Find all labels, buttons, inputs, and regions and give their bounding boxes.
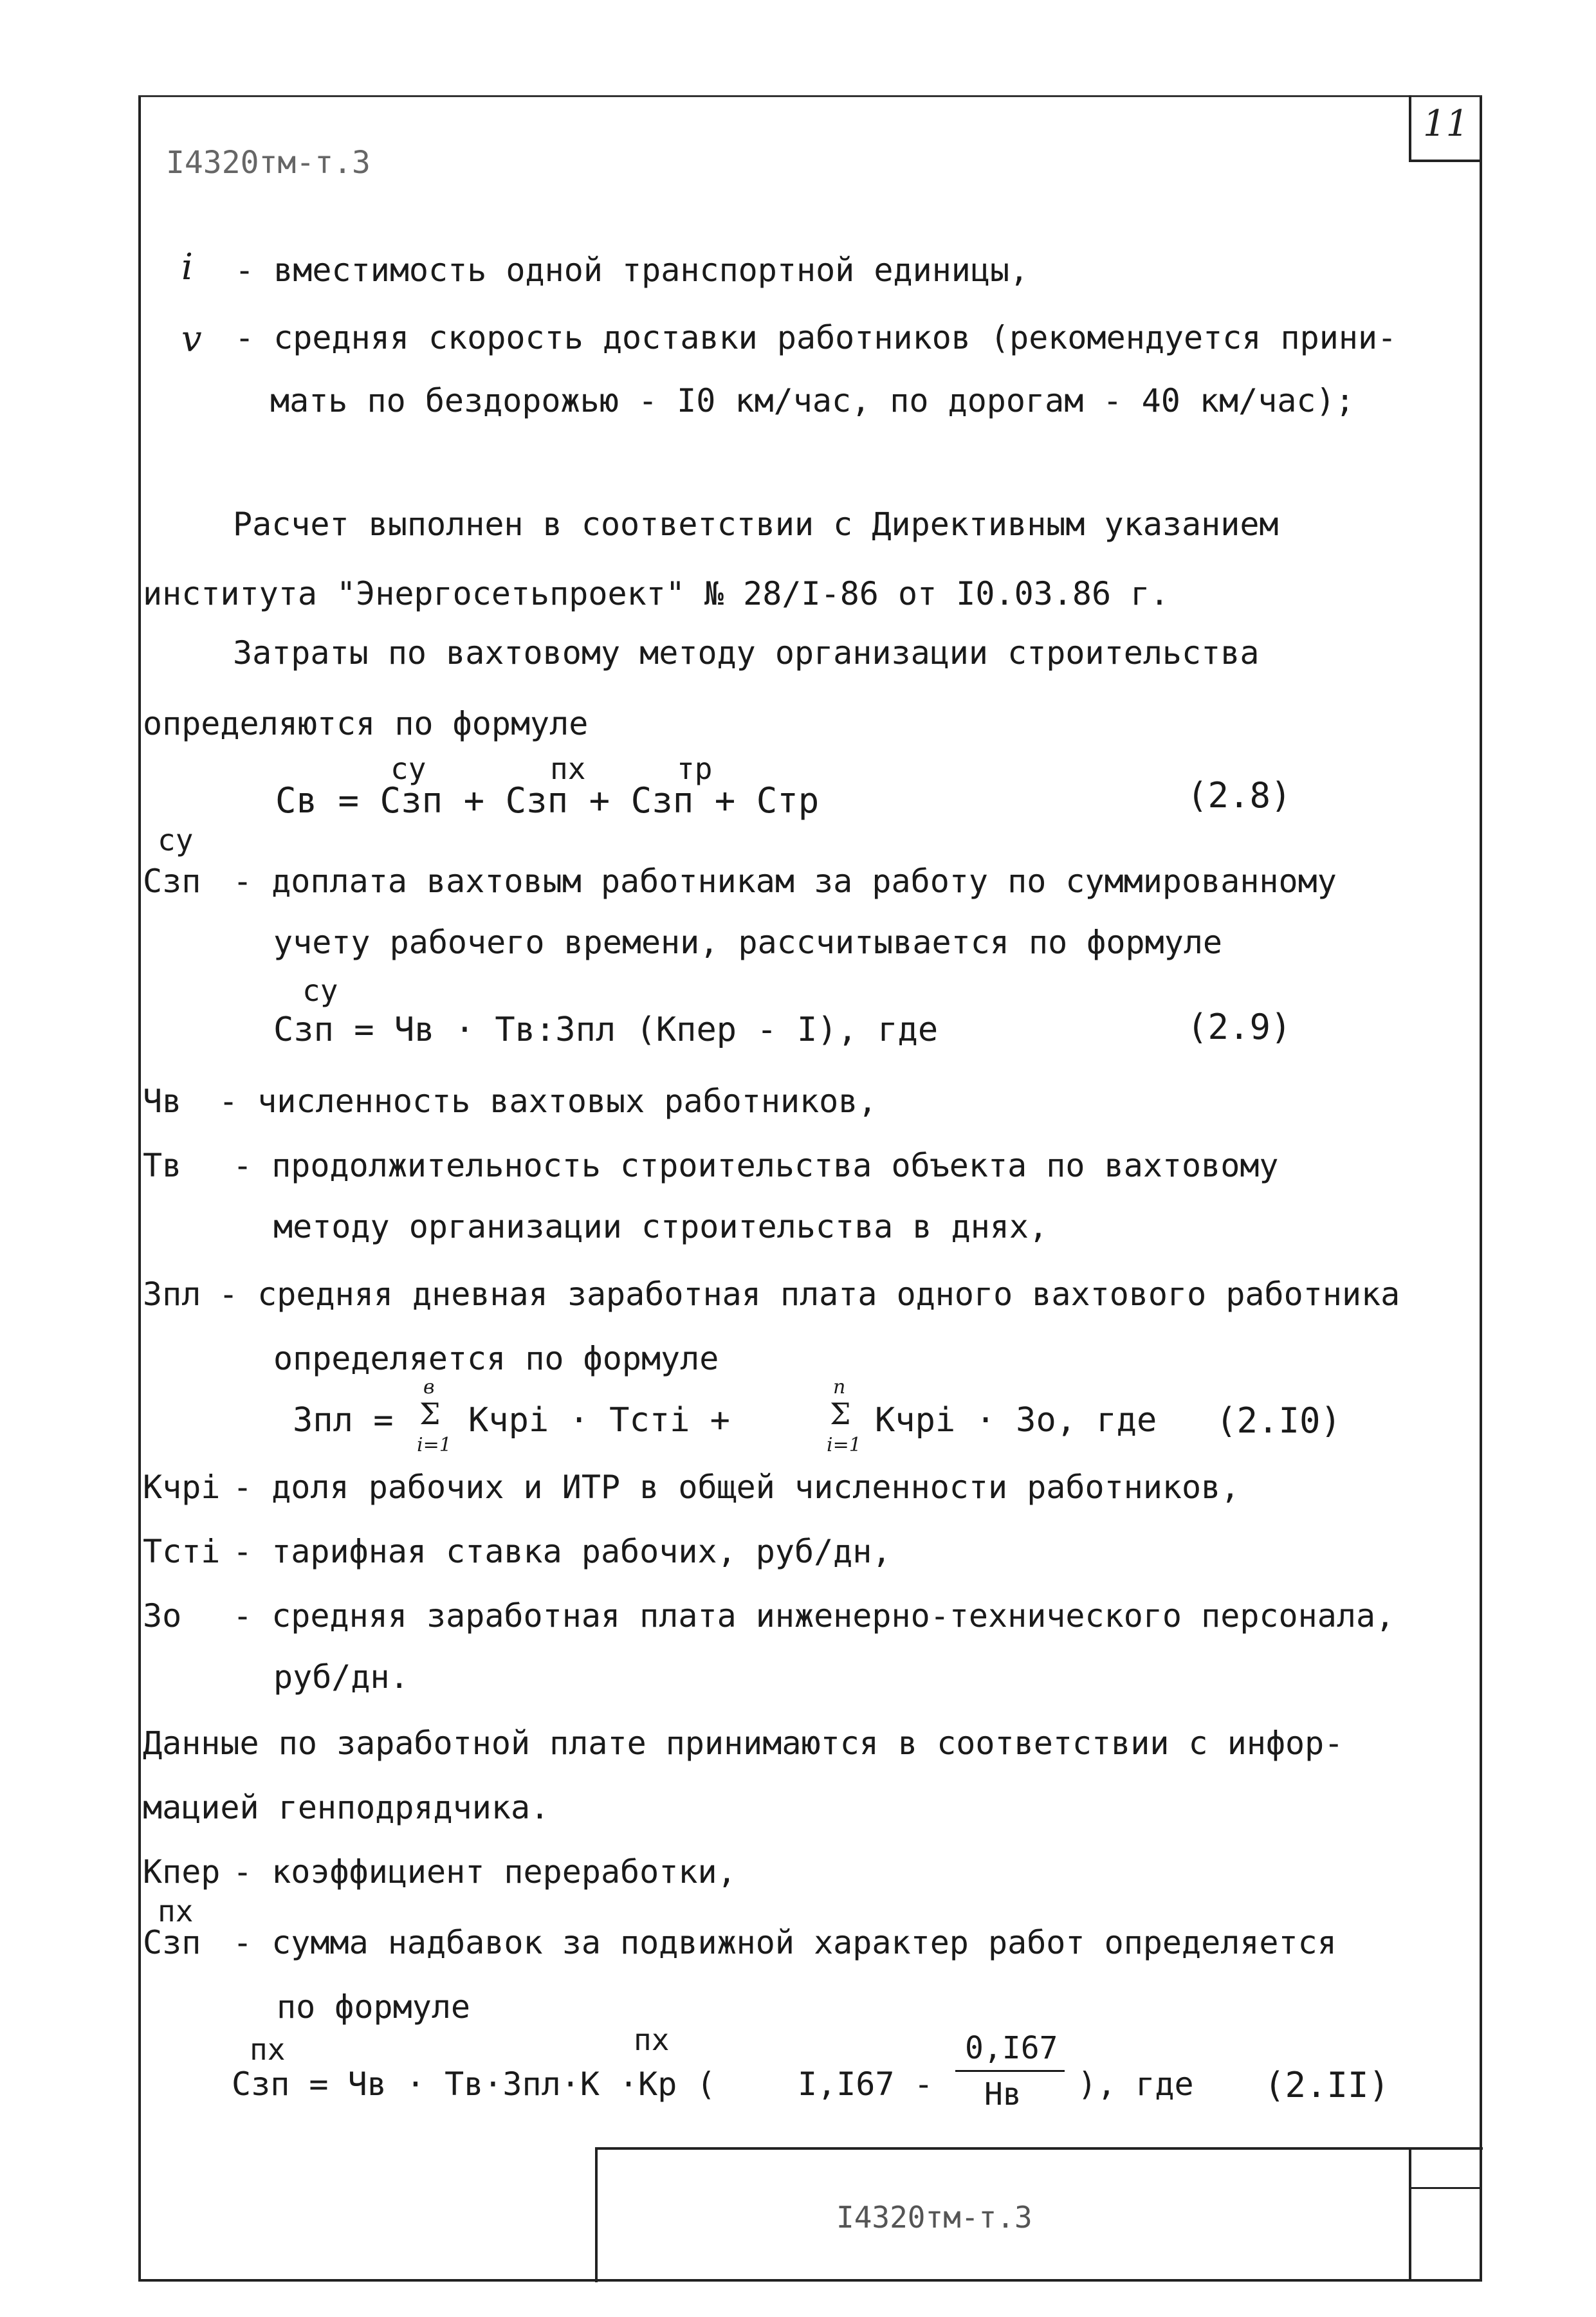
d1-text: - доплата вахтовым работникам за работу по суммированному bbox=[233, 863, 1337, 900]
sum2-sigma-icon: Σ bbox=[830, 1397, 851, 1431]
d9-sup: пх bbox=[158, 1894, 194, 1928]
d8-text: - коэффициент переработки, bbox=[233, 1853, 737, 1891]
formula-2-10-rhs: Кчрi · Зо, где bbox=[875, 1401, 1157, 1440]
stamp-box bbox=[595, 2147, 1483, 2282]
d3-text: - продолжительность строительства объекта по вахтовому bbox=[233, 1147, 1279, 1184]
d8-term: Кпер bbox=[143, 1853, 221, 1891]
f29-sup: су bbox=[302, 973, 338, 1008]
frame-left-line bbox=[138, 96, 141, 2280]
paragraph-line-2: мацией генподрядчика. bbox=[143, 1789, 550, 1826]
f28-sup-px: пх bbox=[550, 751, 586, 786]
d4-term: Зпл bbox=[143, 1276, 201, 1313]
d2-text: - численность вахтовых работников, bbox=[219, 1083, 877, 1120]
d6-term: Тстi bbox=[143, 1533, 221, 1570]
sum1-sigma-icon: Σ bbox=[419, 1397, 441, 1431]
formula-2-9: Сзп = Чв · Тв:Зпл (Кпер - I), где bbox=[273, 1011, 939, 1049]
formula-2-11-number: (2.II) bbox=[1264, 2065, 1390, 2105]
formula-2-8-number: (2.8) bbox=[1187, 775, 1292, 816]
d3-text-cont: методу организации строительства в днях, bbox=[273, 1208, 1049, 1245]
symbol-i: i bbox=[181, 246, 193, 288]
d7-text: - средняя заработная плата инженерно-технического персонала, bbox=[233, 1597, 1395, 1635]
d9-term: Сзп bbox=[143, 1924, 201, 1961]
d3-term: Тв bbox=[143, 1147, 182, 1184]
paragraph-line-1: Данные по заработной плате принимаются в соответствии с инфор- bbox=[143, 1725, 1344, 1762]
frame-right-line bbox=[1480, 96, 1482, 2280]
text-line-4: Расчет выполнен в соответствии с Директивным указанием bbox=[233, 506, 1279, 543]
stamp-document-code: I4320тм-т.3 bbox=[836, 2200, 1032, 2235]
text-line-2: - средняя скорость доставки работников (рекомендуется прини- bbox=[235, 319, 1397, 356]
text-line-1: - вместимость одной транспортной единицы, bbox=[235, 252, 1029, 289]
formula-2-11-rhs: ), где bbox=[1078, 2065, 1194, 2103]
d1-text-cont: учету рабочего времени, рассчитывается по формуле bbox=[273, 924, 1223, 961]
text-line-7: определяются по формуле bbox=[143, 705, 589, 742]
sum2-upper-limit: n bbox=[833, 1376, 846, 1398]
page-number: 11 bbox=[1423, 103, 1469, 145]
d1-sup: су bbox=[158, 823, 194, 857]
formula-2-10-number: (2.I0) bbox=[1216, 1400, 1342, 1441]
text-line-5: института "Энергосетьпроект" № 28/I-86 от I0.03.86 г. bbox=[143, 575, 1169, 612]
d4-text-cont: определяется по формуле bbox=[273, 1340, 719, 1377]
formula-2-9-number: (2.9) bbox=[1187, 1007, 1292, 1047]
sum1-lower-limit: i=1 bbox=[417, 1434, 452, 1456]
d9-text: - сумма надбавок за подвижной характер работ определяется bbox=[233, 1924, 1337, 1961]
formula-2-11-lhs: Сзп = Чв · Тв·Зпл·К ·Кр ( bbox=[232, 2065, 716, 2103]
d5-text: - доля рабочих и ИТР в общей численности работников, bbox=[233, 1469, 1240, 1506]
frame-top-line bbox=[138, 95, 1482, 97]
f28-sup-su: су bbox=[390, 751, 427, 786]
symbol-v: v bbox=[181, 318, 202, 360]
d7-text-cont: руб/дн. bbox=[273, 1658, 409, 1696]
text-line-3: мать по бездорожью - I0 км/час, по дорогам - 40 км/час); bbox=[270, 382, 1355, 419]
formula-2-10-lhs: Зпл = bbox=[293, 1401, 394, 1440]
fraction-denominator: Нв bbox=[984, 2076, 1022, 2112]
document-code: I4320тм-т.3 bbox=[166, 145, 371, 181]
formula-2-10-mid: Кчрi · Тстi + bbox=[468, 1401, 730, 1440]
f211-sup-2: пх bbox=[634, 2022, 670, 2057]
d9-text-cont: по формуле bbox=[277, 1988, 471, 2026]
d5-term: Кчрi bbox=[143, 1469, 221, 1506]
d4-text: - средняя дневная заработная плата одного вахтового работника bbox=[219, 1276, 1400, 1313]
d1-term: Сзп bbox=[143, 863, 201, 900]
formula-2-8: Св = Сзп + Сзп + Сзп + Стр bbox=[275, 780, 820, 821]
stamp-cell-line bbox=[1409, 2187, 1481, 2189]
f211-sup-1: пх bbox=[250, 2032, 286, 2067]
d2-term: Чв bbox=[143, 1083, 182, 1120]
fraction-numerator: 0,I67 bbox=[965, 2030, 1058, 2066]
formula-2-11-mid: I,I67 - bbox=[798, 2065, 933, 2103]
f28-sup-tr: тр bbox=[677, 751, 713, 786]
d6-text: - тарифная ставка рабочих, руб/дн, bbox=[233, 1533, 892, 1570]
stamp-divider bbox=[1409, 2147, 1411, 2280]
text-line-6: Затраты по вахтовому методу организации строительства bbox=[233, 634, 1260, 672]
d7-term: Зо bbox=[143, 1597, 182, 1635]
sum2-lower-limit: i=1 bbox=[827, 1434, 861, 1456]
fraction-bar bbox=[955, 2070, 1065, 2072]
sum1-upper-limit: в bbox=[423, 1376, 435, 1398]
